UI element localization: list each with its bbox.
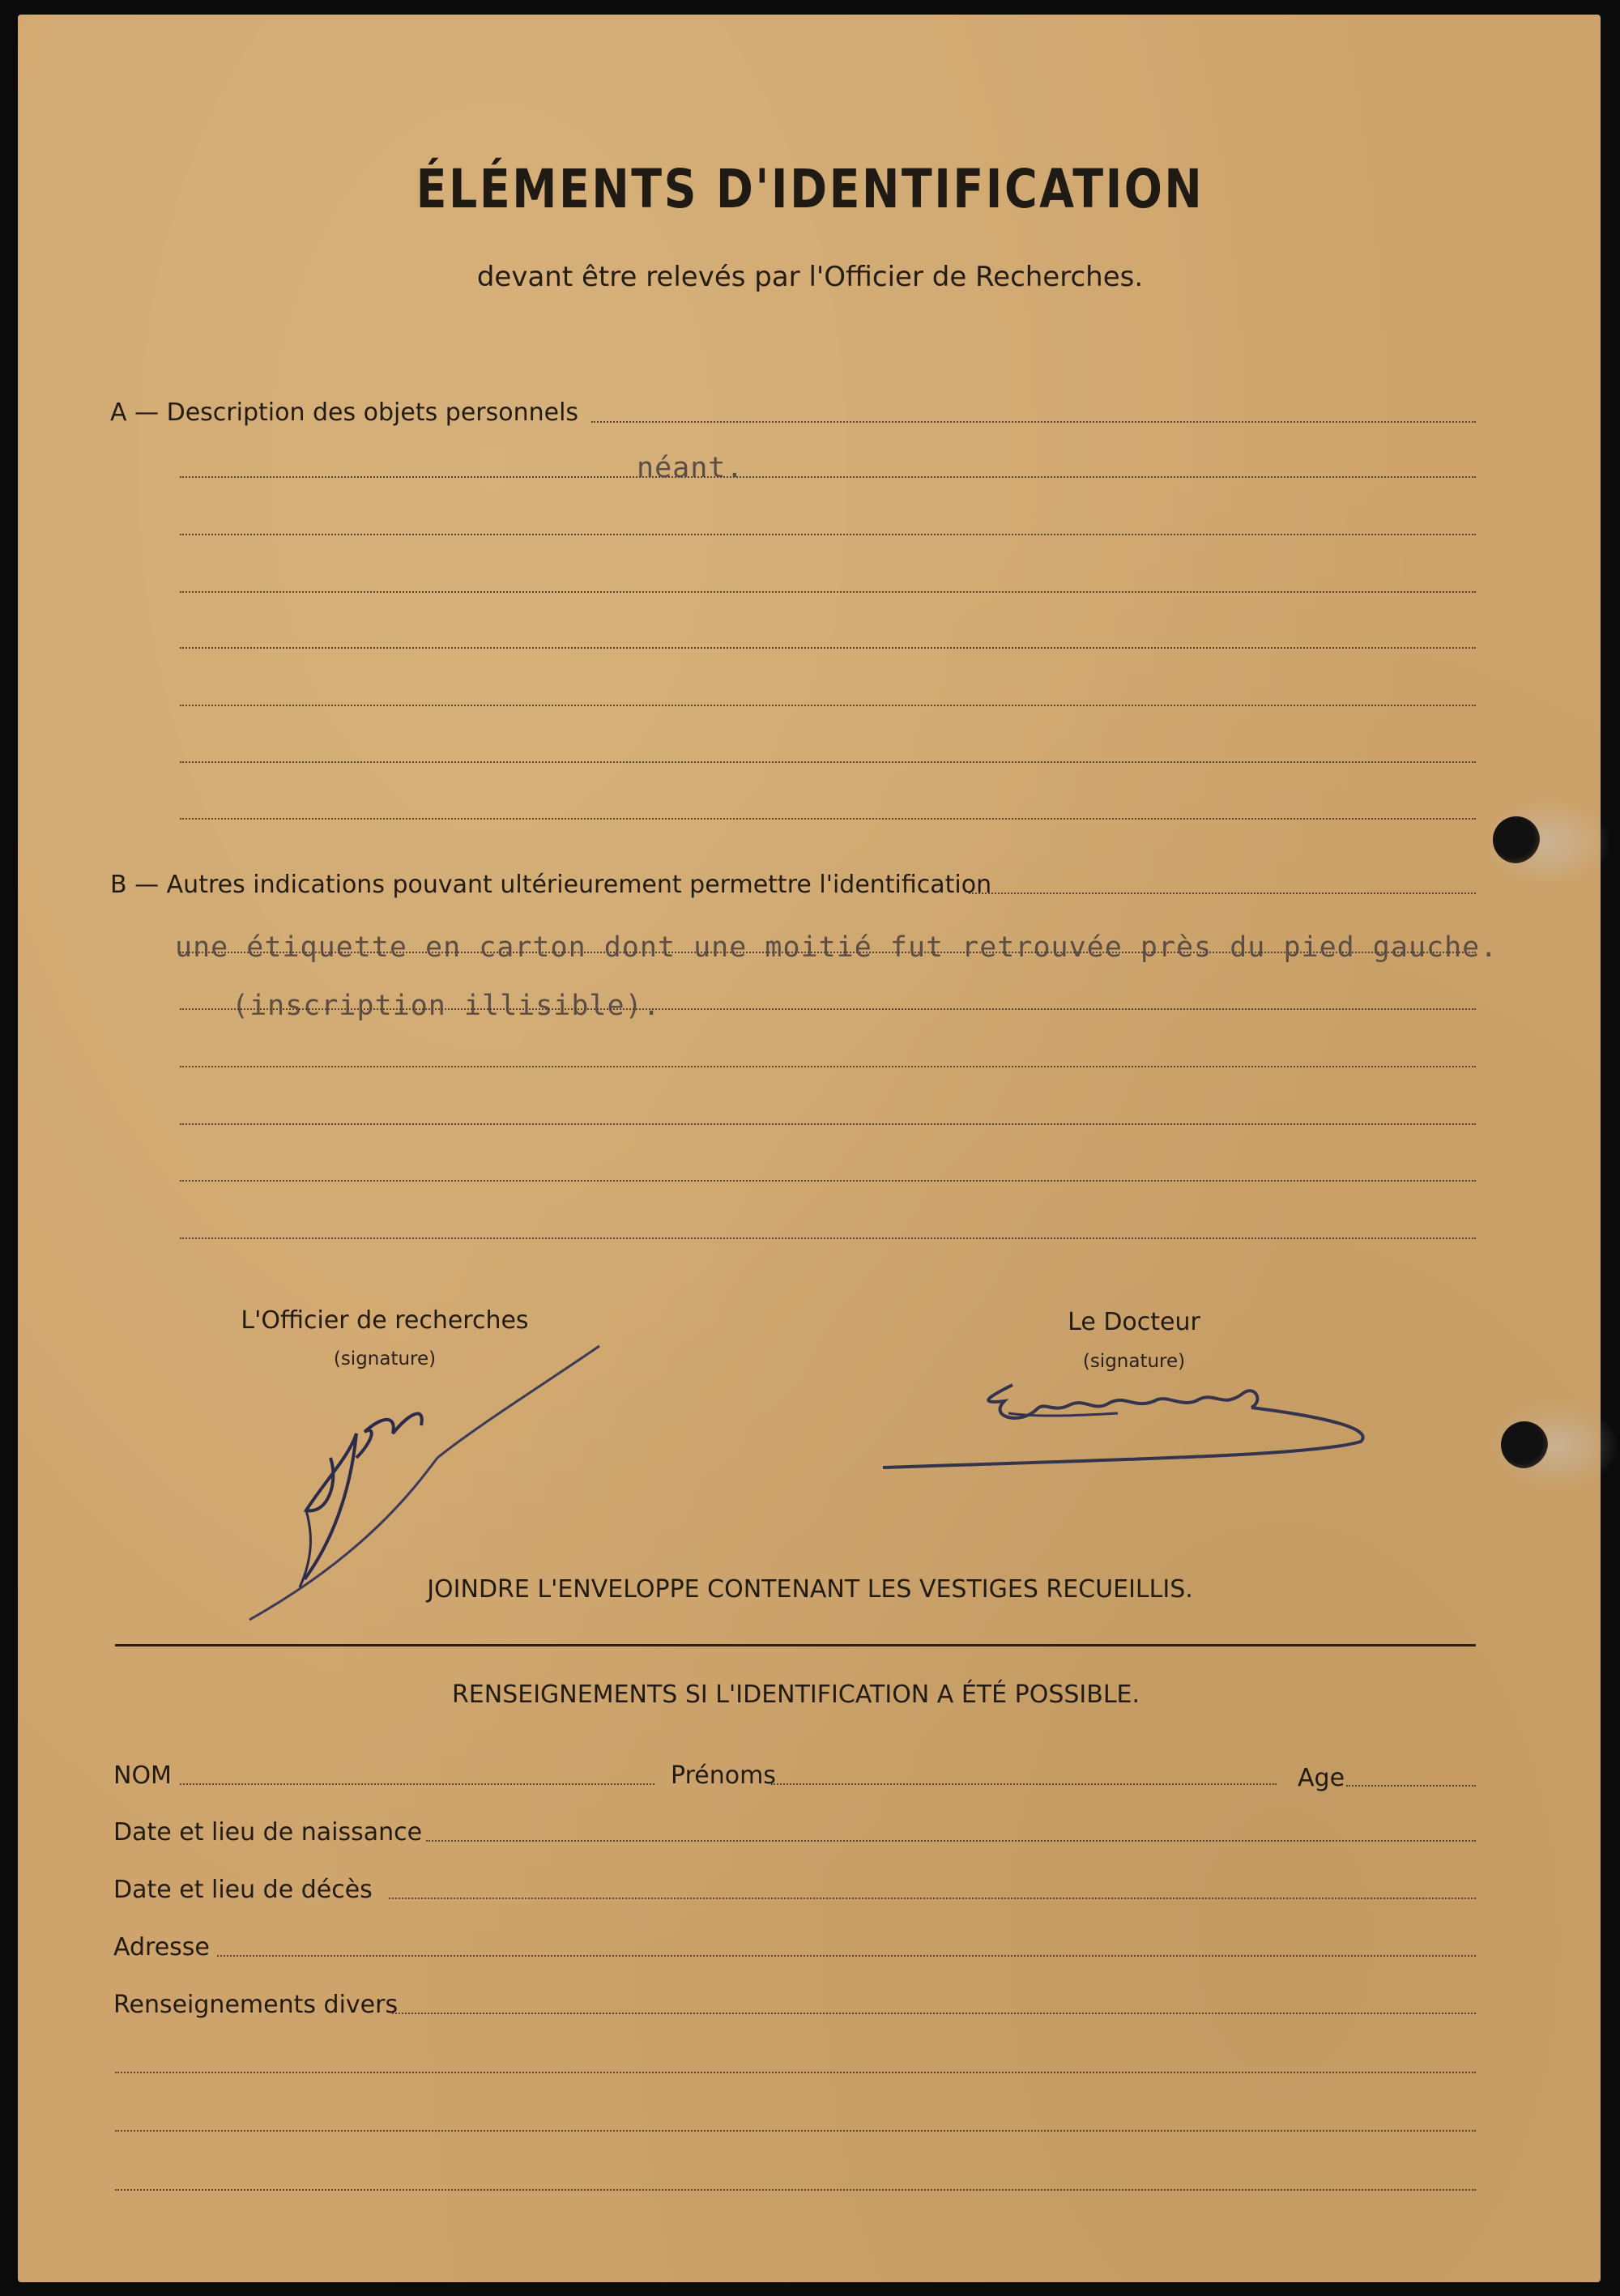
adresse-label: Adresse — [113, 1933, 210, 1962]
dotted-line[interactable] — [115, 2189, 1476, 2191]
naissance-label: Date et lieu de naissance — [113, 1818, 423, 1847]
age-field[interactable] — [1346, 1785, 1476, 1787]
dotted-line — [180, 534, 1476, 535]
punch-hole — [1501, 1421, 1548, 1468]
doctor-signature-note: (signature) — [1082, 1351, 1186, 1372]
divers-field[interactable] — [392, 2013, 1476, 2014]
section-b-typed-line-1: une étiquette en carton dont une moitié fut retrouvée près du pied gauche. — [175, 931, 1498, 964]
page-subtitle: devant être relevés par l'Officier de Recherches. — [476, 261, 1144, 293]
section-b-label: B — Autres indications pouvant ultérieurement permettre l'identification — [110, 871, 992, 899]
dotted-line — [591, 421, 1476, 423]
officer-label: L'Officier de recherches — [241, 1306, 529, 1335]
dotted-line — [180, 1180, 1476, 1182]
dotted-line — [180, 1008, 1476, 1010]
prenoms-label: Prénoms — [671, 1761, 776, 1790]
doctor-signature — [875, 1369, 1377, 1482]
section-a-label: A — Description des objets personnels — [110, 398, 579, 427]
divers-label: Renseignements divers — [113, 1991, 399, 2019]
deces-label: Date et lieu de décès — [113, 1876, 373, 1904]
dotted-line — [180, 647, 1476, 649]
dotted-line — [180, 1237, 1476, 1239]
dotted-line — [180, 952, 1476, 953]
dotted-line — [180, 1066, 1476, 1067]
dotted-line — [180, 476, 1476, 478]
dotted-line — [180, 761, 1476, 763]
age-label: Age — [1298, 1764, 1345, 1792]
dotted-line[interactable] — [115, 2130, 1476, 2132]
deces-field[interactable] — [389, 1898, 1476, 1899]
officer-signature-note: (signature) — [333, 1348, 437, 1370]
prenoms-field[interactable] — [771, 1783, 1277, 1785]
dotted-line — [180, 818, 1476, 820]
nom-label: NOM — [113, 1761, 172, 1790]
nom-field[interactable] — [180, 1783, 654, 1785]
section-b-typed-line-2: (inscription illisible). — [232, 990, 661, 1022]
dotted-line — [180, 591, 1476, 593]
dotted-line — [969, 892, 1476, 894]
section-a-typed-value: néant. — [637, 452, 744, 484]
doctor-label: Le Docteur — [1068, 1308, 1200, 1336]
dotted-line[interactable] — [115, 2072, 1476, 2073]
page-title: ÉLÉMENTS D'IDENTIFICATION — [416, 158, 1204, 220]
separator-rule — [115, 1644, 1476, 1646]
adresse-field[interactable] — [217, 1955, 1476, 1957]
dotted-line — [180, 705, 1476, 706]
instruction-text: JOINDRE L'ENVELOPPE CONTENANT LES VESTIGES RECUEILLIS. — [427, 1575, 1193, 1604]
dotted-line — [180, 1123, 1476, 1125]
punch-hole — [1493, 816, 1540, 863]
naissance-field[interactable] — [426, 1840, 1476, 1842]
identification-heading: RENSEIGNEMENTS SI L'IDENTIFICATION A ÉTÉ POSSIBLE. — [451, 1680, 1140, 1709]
form-sheet — [18, 15, 1601, 2282]
